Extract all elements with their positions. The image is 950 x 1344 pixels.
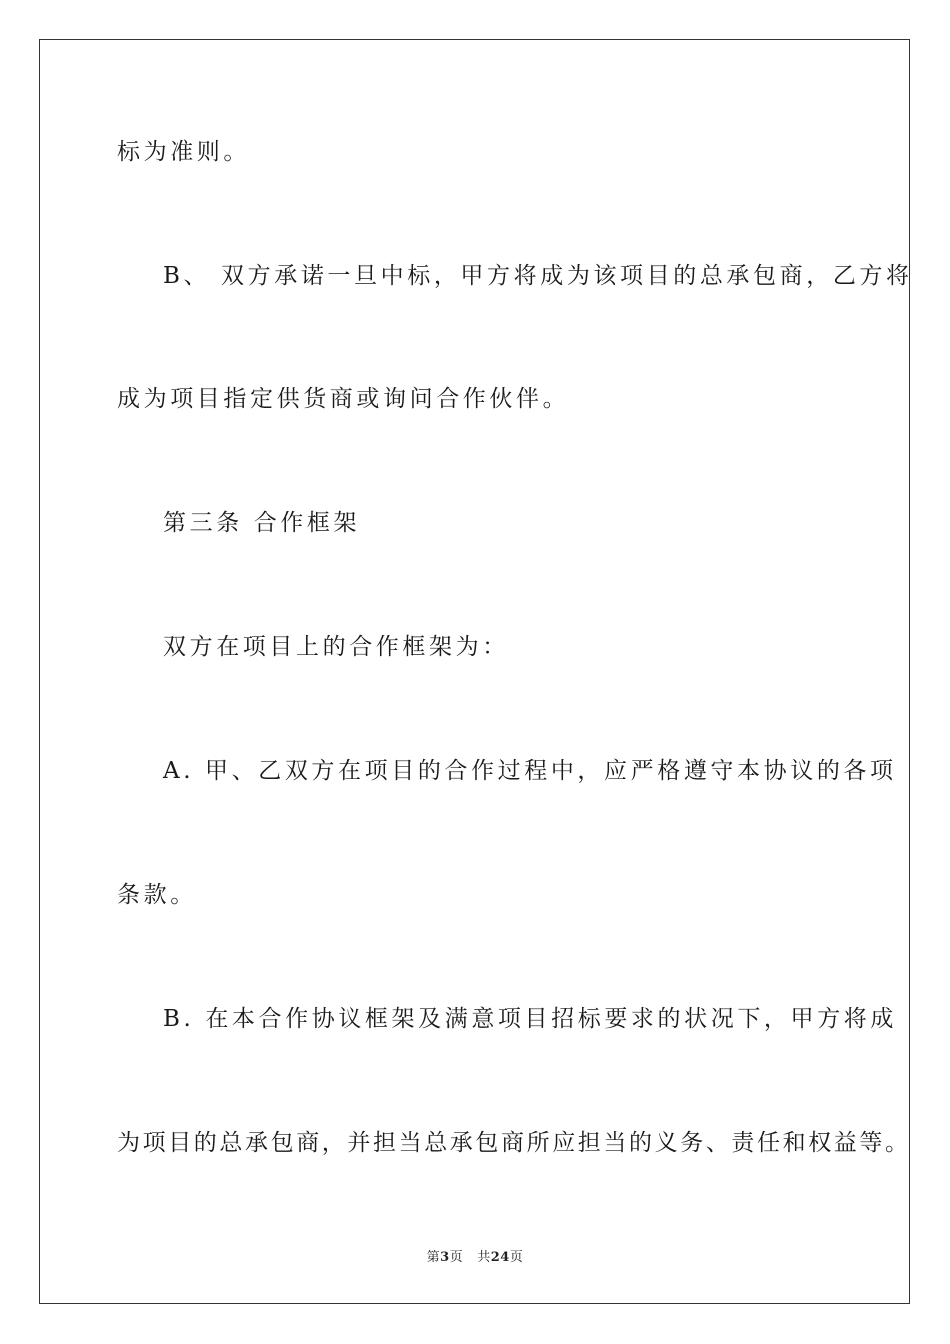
page-label-prefix: 第 bbox=[426, 1250, 441, 1265]
item-b-line-2: 为项目的总承包商，并担当总承包商所应担当的义务、责任和权益等。 bbox=[117, 1130, 911, 1156]
article-heading: 第三条 合作框架 bbox=[163, 510, 361, 536]
framework-intro: 双方在项目上的合作框架为： bbox=[163, 634, 509, 660]
page-footer bbox=[0, 1246, 950, 1265]
total-pages: 24 bbox=[490, 1250, 510, 1265]
page-label-suffix: 页 bbox=[449, 1250, 464, 1265]
total-label-prefix: 共 bbox=[477, 1250, 491, 1265]
clause-b-line-2: 成为项目指定供货商或询问合作伙伴。 bbox=[117, 386, 570, 412]
text-line-1: 标为准则。 bbox=[117, 139, 250, 165]
page-border bbox=[39, 39, 910, 1304]
item-a-line-1: A. 甲、乙双方在项目的合作过程中，应严格遵守本协议的各项 bbox=[163, 758, 897, 784]
clause-b-line-1: B、 双方承诺一旦中标，甲方将成为该项目的总承包商，乙方将 bbox=[163, 263, 913, 289]
item-a-line-2: 条款。 bbox=[117, 882, 197, 908]
total-label-suffix: 页 bbox=[509, 1250, 524, 1265]
item-b-line-1: B. 在本合作协议框架及满意项目招标要求的状况下，甲方将成 bbox=[163, 1006, 897, 1032]
page-number: 3 bbox=[440, 1250, 450, 1265]
